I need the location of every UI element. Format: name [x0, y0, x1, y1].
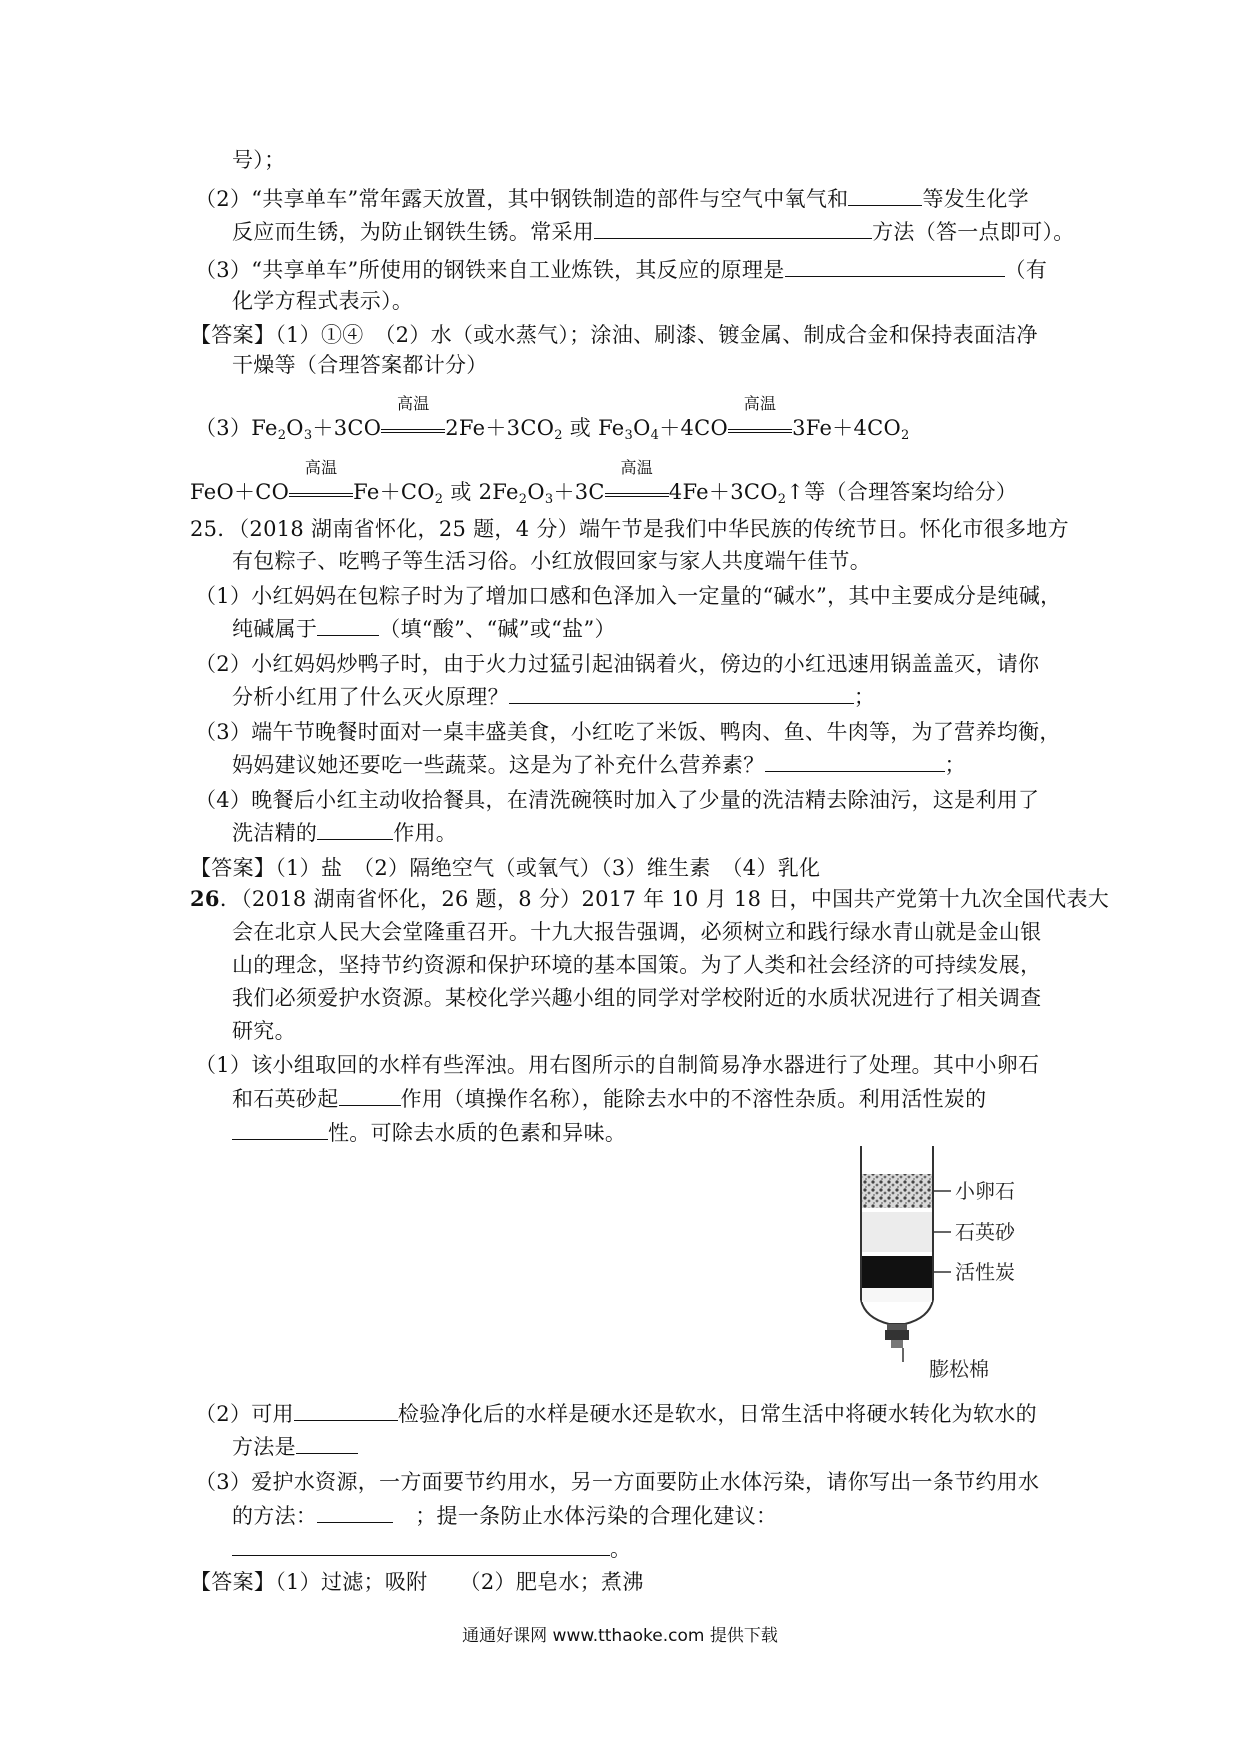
text-line: 洗洁精的 作用。 — [232, 817, 457, 848]
question-25-stem: 25．（2018 湖南省怀化，25 题，4 分）端午节是我们中华民族的传统节日。怀化市很多地方 — [190, 517, 1069, 541]
text-line: 我们必须爱护水资源。某校化学兴趣小组的同学对学校附近的水质状况进行了相关调查 — [232, 986, 1042, 1010]
answer-blank[interactable] — [594, 216, 872, 239]
reaction-arrow: 高温 — [289, 477, 353, 507]
question-26-1: （1）该小组取回的水样有些浑浊。用右图所示的自制简易净水器进行了处理。其中小卵石 — [195, 1053, 1040, 1077]
sand-layer — [862, 1212, 932, 1252]
answer-blank[interactable] — [296, 1431, 358, 1454]
reaction-arrow: 高温 — [381, 413, 445, 443]
equation-line-2: FeO＋CO 高温 $Fe+CO_2$ 或 $2Fe_2O_3+3C$ 高温 $4Fe+3CO_2↑$等（合理答案均给分） — [190, 458, 1018, 507]
reaction-arrow: 高温 — [728, 413, 792, 443]
answer-blank[interactable] — [785, 254, 1005, 277]
text-line: 反应而生锈，为防止钢铁生锈。常采用 方法（答一点即可）。 — [232, 216, 1075, 247]
figure-label-carbon: 活性炭 — [955, 1260, 1015, 1284]
answer-blank[interactable] — [317, 817, 393, 840]
answer-blank[interactable] — [339, 1083, 401, 1106]
answer-26: 【答案】（1）过滤；吸附 （2）肥皂水；煮沸 — [190, 1570, 644, 1594]
text-line: 方法是 — [232, 1431, 358, 1462]
answer-blank[interactable] — [294, 1398, 398, 1421]
text-line: 性。可除去水质的色素和异味。 — [232, 1117, 626, 1148]
page-footer: 通通好课网 www.tthaoke.com 提供下载 — [462, 1626, 778, 1646]
answer-blank[interactable] — [232, 1533, 610, 1556]
answer-blank[interactable] — [232, 1117, 328, 1140]
question-26-3: （3）爱护水资源，一方面要节约用水，另一方面要防止水体污染，请你写出一条节约用水 — [195, 1470, 1040, 1494]
text-line: 干燥等（合理答案都计分） — [232, 353, 488, 377]
question-25-1: （1）小红妈妈在包粽子时为了增加口感和色泽加入一定量的“碱水”，其中主要成分是纯碱， — [195, 584, 1062, 608]
text-line: 纯碱属于 （填“酸”、“碱”或“盐”） — [232, 613, 616, 644]
reaction-arrow: 高温 — [605, 477, 669, 507]
answer-blank[interactable] — [317, 1500, 393, 1523]
text-line: 。 — [232, 1533, 631, 1564]
answer-blank[interactable] — [317, 613, 379, 636]
figure-label-pebble: 小卵石 — [955, 1179, 1015, 1203]
text-line: 和石英砂起 作用（填操作名称），能除去水中的不溶性杂质。利用活性炭的 — [232, 1083, 986, 1114]
text-line: 化学方程式表示）。 — [232, 289, 414, 313]
answer-24: 【答案】（1）①④ （2）水（或水蒸气）；涂油、刷漆、镀金属、制成合金和保持表面洁净 — [190, 323, 1038, 347]
question-26-stem: 26．（2018 湖南省怀化，26 题，8 分）2017 年 10 月 18 日，中国共产党第十九次全国代表大 — [190, 886, 1110, 911]
question-24-2: （2）“共享单车”常年露天放置，其中钢铁制造的部件与空气中氧气和 等发生化学 — [195, 183, 1029, 214]
text-line: 的方法： ；提一条防止水体污染的合理化建议： — [232, 1500, 777, 1531]
text-line: 号）； — [232, 148, 286, 172]
question-25-2: （2）小红妈妈炒鸭子时，由于火力过猛引起油锅着火，傍边的小红迅速用锅盖盖灭，请你 — [195, 652, 1040, 676]
text-line: 会在北京人民大会堂隆重召开。十九大报告强调，必须树立和践行绿水青山就是金山银 — [232, 920, 1042, 944]
text-line: 妈妈建议她还要吃一些蔬菜。这是为了补充什么营养素？ ； — [232, 749, 966, 780]
answer-25: 【答案】（1）盐 （2）隔绝空气（或氧气）（3）维生素 （4）乳化 — [190, 856, 821, 880]
figure-label-sand: 石英砂 — [955, 1220, 1015, 1244]
equation-line-1: $(3)Fe_2O_3+3CO$ 高温 $2Fe+3CO_2$ 或 $Fe_3O_4+4CO$ 高温 $3Fe+4CO_2$ — [195, 394, 910, 443]
question-25-3: （3）端午节晚餐时面对一桌丰盛美食，小红吃了米饭、鸭肉、鱼、牛肉等，为了营养均衡， — [195, 720, 1061, 744]
text-line: 山的理念，坚持节约资源和保护环境的基本国策。为了人类和社会经济的可持续发展， — [232, 953, 1042, 977]
figure-label-cotton: 膨松棉 — [929, 1357, 989, 1380]
question-24-3: （3）“共享单车”所使用的钢铁来自工业炼铁，其反应的原理是 （有 — [195, 254, 1047, 285]
water-purifier-diagram — [855, 1140, 1115, 1380]
answer-blank[interactable] — [848, 183, 922, 206]
cotton-layer — [862, 1288, 932, 1302]
text-line: 有包粽子、吃鸭子等生活习俗。小红放假回家与家人共度端午佳节。 — [232, 549, 871, 573]
answer-blank[interactable] — [509, 681, 854, 704]
text-line: 分析小红用了什么灭火原理？ ； — [232, 681, 875, 712]
pebble-layer — [862, 1174, 932, 1208]
question-26-2: （2）可用 检验净化后的水样是硬水还是软水，日常生活中将硬水转化为软水的 — [195, 1398, 1037, 1429]
question-25-4: （4）晚餐后小红主动收拾餐具，在清洗碗筷时加入了少量的洗洁精去除油污，这是利用了 — [195, 788, 1040, 812]
carbon-layer — [862, 1256, 932, 1288]
text-line: 研究。 — [232, 1019, 296, 1043]
answer-blank[interactable] — [765, 749, 945, 772]
